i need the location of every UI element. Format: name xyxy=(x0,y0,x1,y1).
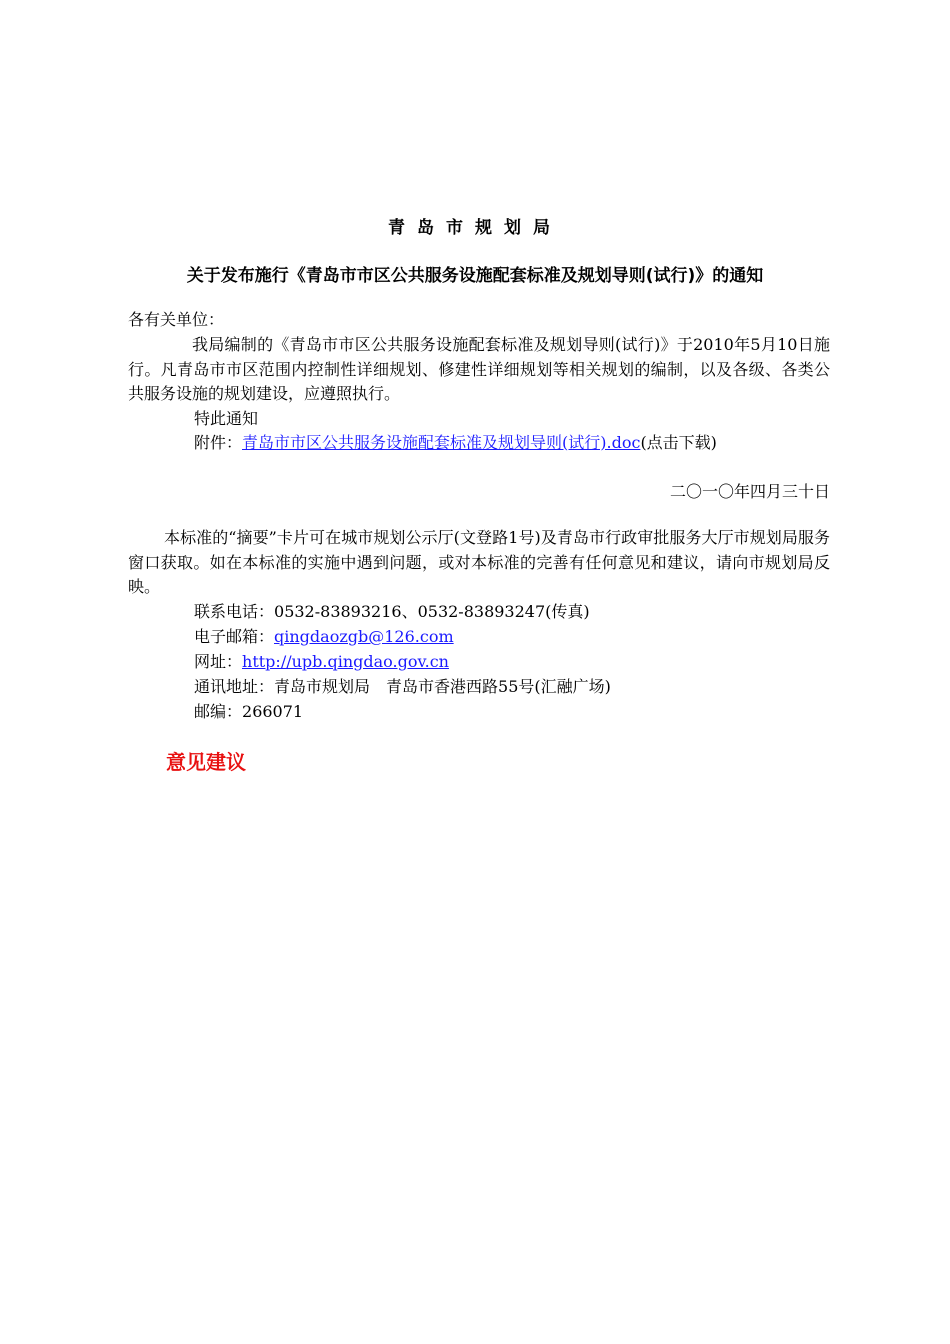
contact-postcode xyxy=(194,700,303,725)
address-value: 青岛市规划局 青岛市香港西路55号(汇融广场) xyxy=(274,677,611,696)
contact-email xyxy=(194,625,454,650)
attachment-line xyxy=(194,431,717,456)
feedback-link[interactable]: 意见建议 xyxy=(166,750,246,774)
postcode-label: 邮编： xyxy=(194,702,243,721)
address-label: 通讯地址： xyxy=(194,677,275,696)
notice-closing: 特此通知 xyxy=(194,409,259,428)
org-title: 青岛市规划局 xyxy=(388,218,562,238)
email-label: 电子邮箱： xyxy=(194,627,275,646)
attachment-label: 附件： xyxy=(194,433,243,452)
phone-value: 0532-83893216、0532-83893247(传真) xyxy=(274,602,590,621)
salutation: 各有关单位： xyxy=(128,310,225,329)
notice-paragraph: 我局编制的《青岛市市区公共服务设施配套标准及规划导则(试行)》于2010年5月10日施行。凡青岛市市区范围内控制性详细规划、修建性详细规划等相关规划的编制，以及各级、各类公共服务设施的规划建设，应遵照执行。 xyxy=(128,335,830,403)
attachment-hint: (点击下载) xyxy=(640,433,717,452)
phone-label: 联系电话： xyxy=(194,602,275,621)
website-label: 网址： xyxy=(194,652,243,671)
attachment-download-link[interactable]: 青岛市市区公共服务设施配套标准及规划导则(试行).doc xyxy=(242,433,641,452)
info-paragraph: 本标准的“摘要”卡片可在城市规划公示厅(文登路1号)及青岛市行政审批服务大厅市规划局服务窗口获取。如在本标准的实施中遇到问题，或对本标准的完善有任何意见和建议，请向市规划局反映。 xyxy=(128,528,830,596)
notice-date: 二〇一〇年四月三十日 xyxy=(669,482,830,501)
doc-title: 关于发布施行《青岛市市区公共服务设施配套标准及规划导则(试行)》的通知 xyxy=(186,266,764,286)
email-link[interactable]: qingdaozgb@126.com xyxy=(274,627,454,646)
contact-address xyxy=(194,675,611,700)
postcode-value: 266071 xyxy=(242,702,304,721)
contact-website xyxy=(194,650,449,675)
website-link[interactable]: http://upb.qingdao.gov.cn xyxy=(242,652,449,671)
contact-phone xyxy=(194,600,590,625)
